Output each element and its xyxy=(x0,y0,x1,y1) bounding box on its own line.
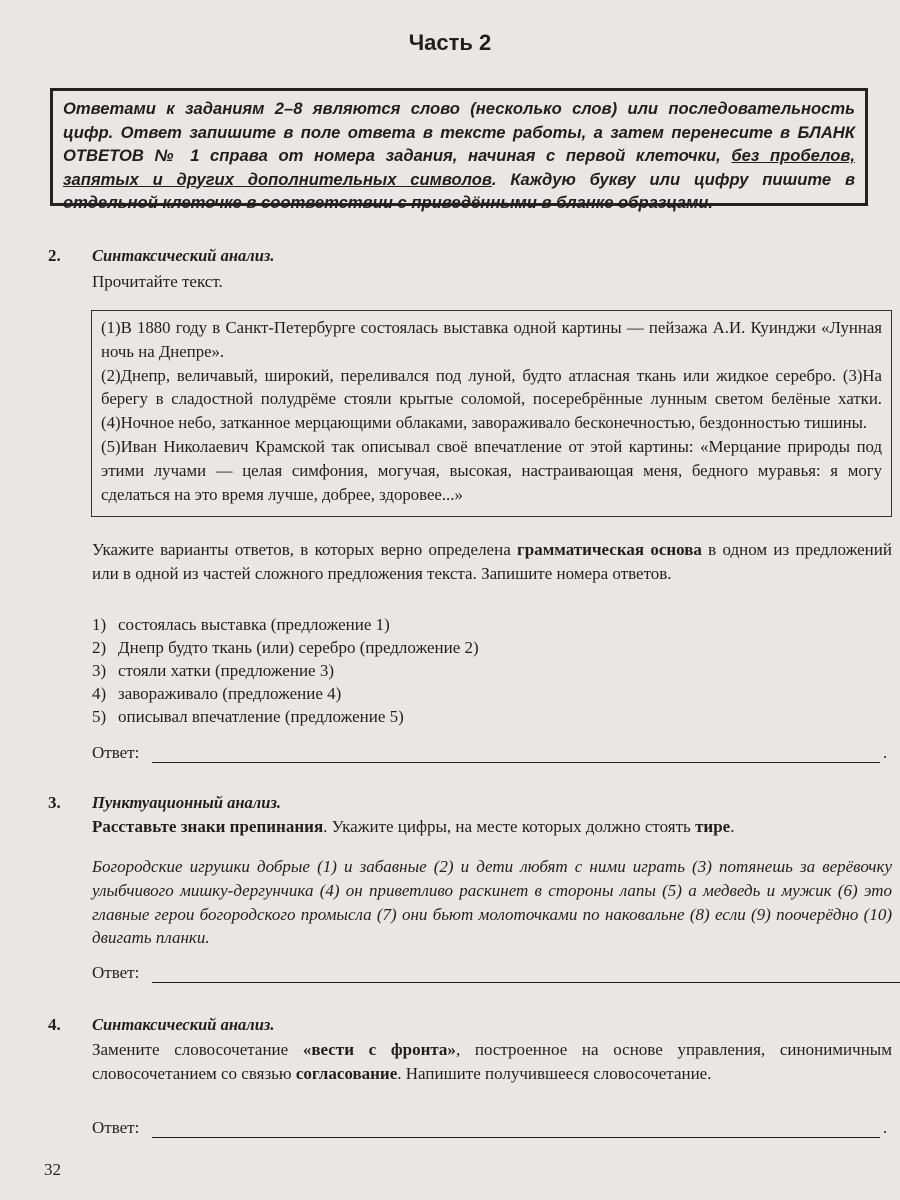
q2-text-box xyxy=(91,310,892,517)
q2-option-5-text: описывал впечатление (предложение 5) xyxy=(118,707,404,726)
instructions-box xyxy=(50,88,868,212)
q3-task-bold-2: тире xyxy=(695,817,731,836)
q2-task-bold: грамматическая основа xyxy=(517,540,702,559)
q2-option-3[interactable] xyxy=(92,661,334,681)
q4-answer-period: . xyxy=(883,1118,888,1137)
q2-option-2-number: 2) xyxy=(92,638,107,657)
q2-number: 2. xyxy=(48,246,61,265)
q3-answer-field[interactable] xyxy=(152,982,900,983)
q2-answer-period: . xyxy=(883,743,888,762)
q2-option-5-number: 5) xyxy=(92,707,107,726)
q3-task-bold: Расставьте знаки препинания xyxy=(92,817,324,836)
q4-task xyxy=(92,1038,892,1085)
q3-answer-label: Ответ: xyxy=(92,963,140,982)
q4-task-bold-2: согласование xyxy=(295,1063,398,1083)
q2-answer-field[interactable] xyxy=(152,762,880,763)
q2-option-5[interactable] xyxy=(92,707,404,727)
q4-number: 4. xyxy=(48,1015,61,1034)
q2-option-4-number: 4) xyxy=(92,684,107,703)
q3-task-text-2: . xyxy=(730,817,735,836)
q2-title: Синтаксический анализ. xyxy=(92,246,275,265)
q3-sentence-text: Богородские игрушки добрые (1) и забавные (2) и дети любят с ними играть (3) потянешь за верёвочку улыбчивого мишку-дергунчика (4) он приветливо раскинет в стороны лапы (5) а медведь и мужик (6) это главные герои богородского промысла (7) они бьют молоточками по наковальне (8) если (9) поочерёдно (10) двигать планки. xyxy=(92,857,892,948)
q2-option-2[interactable] xyxy=(92,638,479,658)
q3-title: Пунктуационный анализ. xyxy=(92,793,282,812)
instructions-underlined: без пробелов, запятых и других дополнительных символов xyxy=(63,146,855,189)
q2-text-para-1: (1)В 1880 году в Санкт-Петербурге состоялась выставка одной картины — пейзажа А.И. Куинджи «Лунная ночь на Днепре». xyxy=(101,318,882,361)
q2-text-para-3: (5)Иван Николаевич Крамской так описывал своё впечатление от этой картины: «Мерцание природы под этими лучами — целая симфония, могучая, высокая, настраивающая меня, бедного муравья: я могу сделаться на это время лучше, добрее, здоровее...» xyxy=(101,436,882,504)
q2-option-3-text: стояли хатки (предложение 3) xyxy=(118,661,335,680)
instructions-text-2: . Каждую букву или цифру пишите в отдельной клеточке в соответствии с приведёнными в бланке образцами. xyxy=(63,169,855,212)
q2-option-4-text: завораживало (предложение 4) xyxy=(118,684,342,703)
q4-task-bold: «вести с фронта» xyxy=(302,1040,456,1059)
q4-task-text-3: . Напишите получившееся словосочетание. xyxy=(397,1063,712,1083)
q2-text-para-2: (2)Днепр, величавый, широкий, переливался под луной, будто атласная ткань или жидкое серебро. (3)На берегу в сладостной полудрёме стояли крытые соломой, посеребрённые лунным светом белёные хатки. (4)Ночное небо, затканное мерцающими облаками, завораживало бесконечностью, бездонностью тишины. xyxy=(101,365,882,433)
q3-task xyxy=(92,817,734,837)
q2-prompt: Прочитайте текст. xyxy=(92,272,223,291)
q2-option-3-number: 3) xyxy=(92,661,107,680)
page-number: 32 xyxy=(44,1160,61,1179)
q2-answer-label: Ответ: xyxy=(92,743,140,762)
q4-answer-field[interactable] xyxy=(152,1137,880,1138)
q4-answer-label: Ответ: xyxy=(92,1118,140,1137)
q2-option-4[interactable] xyxy=(92,684,341,704)
q2-option-1[interactable] xyxy=(92,615,390,635)
q4-title: Синтаксический анализ. xyxy=(92,1015,275,1034)
q2-option-2-text: Днепр будто ткань (или) серебро (предложение 2) xyxy=(118,638,479,657)
q2-task-text-1: Укажите варианты ответов, в которых верно определена xyxy=(92,540,518,559)
instructions-text-1: Ответами к заданиям 2–8 являются слово (несколько слов) или последовательность цифр. Ответ запишите в поле ответа в тексте работы, а затем перенесите в БЛАНК ОТВЕТОВ № 1 справа от номера задания, начиная с первой клеточки, xyxy=(63,99,855,165)
q2-task-text-2: в одном из предложений или в одной из частей сложного предложения текста. Запишите номера ответов. xyxy=(92,540,892,583)
q3-task-text-1: . Укажите цифры, на месте которых должно стоять xyxy=(323,817,696,836)
part-title: Часть 2 xyxy=(408,30,492,55)
q4-task-text-2: , построенное на основе управления, синонимичным словосочетанием со связью xyxy=(92,1040,892,1083)
q4-task-text-1: Замените словосочетание xyxy=(92,1040,303,1059)
q2-option-1-text: состоялась выставка (предложение 1) xyxy=(118,615,390,634)
q2-option-1-number: 1) xyxy=(92,615,107,634)
q3-number: 3. xyxy=(48,793,61,812)
q2-task xyxy=(92,538,892,585)
